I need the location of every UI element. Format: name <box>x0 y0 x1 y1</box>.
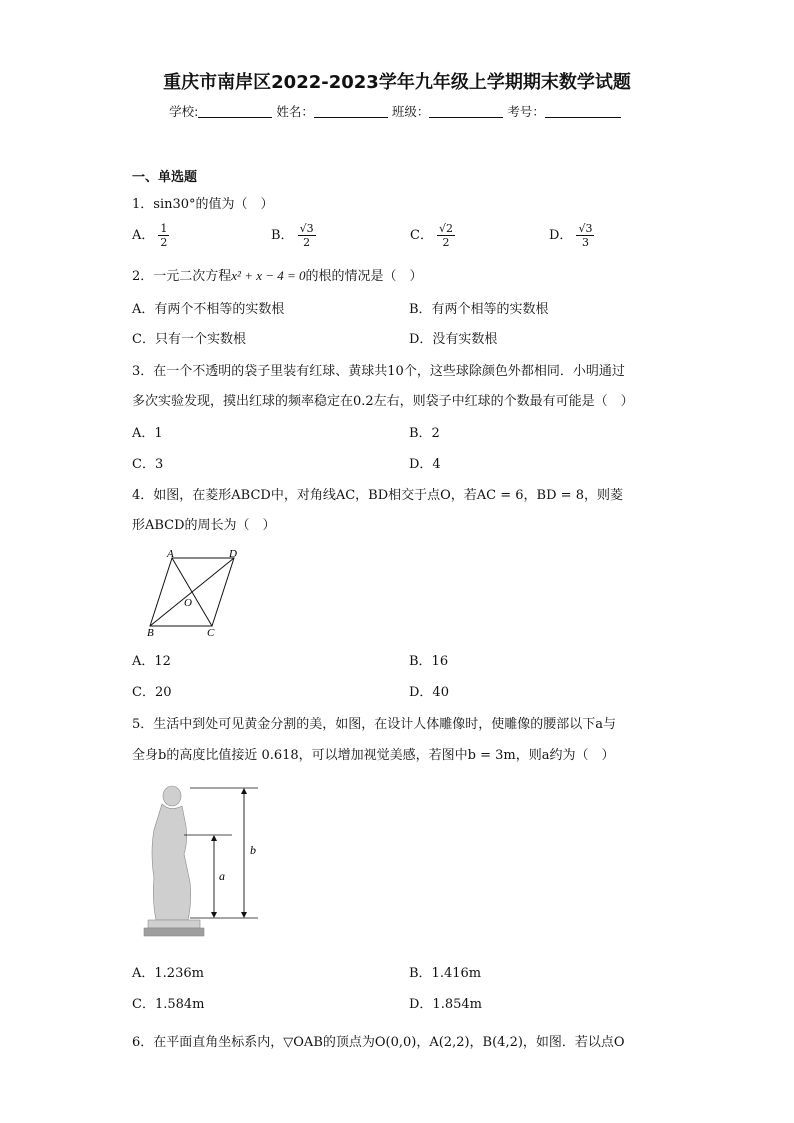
q4-stem-line1: 4．如图，在菱形ABCD中，对角线AC，BD相交于点O，若AC = 6，BD = 8，则菱 <box>132 488 623 503</box>
q3-stem-line1: 3．在一个不透明的袋子里装有红球、黄球共10个，这些球除颜色外都相同．小明通过 <box>132 364 625 379</box>
diagonal-bd <box>150 558 234 626</box>
q1-fraction <box>576 222 594 249</box>
q1-fraction <box>437 222 455 249</box>
q4-stem-line2: 形ABCD的周长为（ ） <box>132 518 276 533</box>
q4-option-b: B．16 <box>409 654 449 669</box>
class-label: 班级： <box>391 104 430 119</box>
q3-stem-line2: 多次实验发现，摸出红球的频率稳定在0.2左右，则袋子中红球的个数最有可能是（ ） <box>132 394 634 409</box>
q2-option-d: D．没有实数根 <box>409 332 498 347</box>
q1-stem: 1．sin30°的值为（ ） <box>132 197 274 212</box>
q2-stem-text: 2．一元二次方程 <box>132 269 232 284</box>
a-arrow-bottom <box>211 912 217 918</box>
q2-stem <box>132 265 423 284</box>
q1-fraction <box>158 222 169 249</box>
statue-image <box>144 786 204 936</box>
q1-option-c <box>410 222 455 249</box>
label-a: A <box>167 548 174 560</box>
a-arrow-top <box>211 835 217 841</box>
q3-option-b: B．2 <box>409 426 440 441</box>
q4-option-d: D．40 <box>409 685 449 700</box>
q1-denominator: 3 <box>581 236 589 249</box>
q5-option-d: D．1.854m <box>409 997 482 1012</box>
sqrt-icon: √ <box>299 222 307 235</box>
section-title: 一、单选题 <box>132 170 198 185</box>
q2-stem-text-end: 的根的情况是（ ） <box>305 269 423 284</box>
q1-numerator: 3 <box>306 222 314 235</box>
exam-no-label: 考号： <box>507 104 545 119</box>
exam-no-blank <box>545 105 621 118</box>
q1-fraction <box>298 222 316 249</box>
label-b-dim: b <box>250 843 256 857</box>
q5-option-c: C．1.584m <box>132 997 205 1012</box>
q1-option-label: B． <box>271 228 294 243</box>
b-arrow-bottom <box>241 912 247 918</box>
name-blank <box>314 105 388 118</box>
q5-option-b: B．1.416m <box>409 966 482 981</box>
q5-stem-line2: 全身b的高度比值接近 0.618，可以增加视觉美感，若图中b = 3m，则a约为（ ） <box>132 748 615 763</box>
q2-equation: x² + x − 4 = 0 <box>231 268 306 283</box>
q1-option-label: A． <box>132 228 155 243</box>
q1-option-a <box>132 222 169 249</box>
exam-title: 重庆市南岸区2022-2023学年九年级上学期期末数学试题 <box>163 72 631 93</box>
q5-option-a: A．1.236m <box>132 966 204 981</box>
q4-option-a: A．12 <box>132 654 171 669</box>
q2-option-c: C．只有一个实数根 <box>132 332 246 347</box>
label-b: B <box>147 627 154 638</box>
sqrt-icon: √ <box>578 222 586 235</box>
school-blank <box>198 105 272 118</box>
q3-option-c: C．3 <box>132 457 164 472</box>
label-a-dim: a <box>219 869 225 883</box>
q6-stem-line1: 6．在平面直角坐标系内，▽OAB的顶点为O(0,0)，A(2,2)，B(4,2)，如图．若以点O <box>132 1035 625 1050</box>
school-label: 学校: <box>169 104 199 119</box>
q3-option-d: D．4 <box>409 457 441 472</box>
q1-numerator: 2 <box>445 222 453 235</box>
q1-denominator: 2 <box>303 236 311 249</box>
class-blank <box>429 105 503 118</box>
q1-option-b <box>271 222 316 249</box>
student-info-line <box>0 102 794 120</box>
sqrt-icon: √ <box>438 222 446 235</box>
q1-numerator: 1 <box>160 222 168 235</box>
q1-numerator: 3 <box>585 222 593 235</box>
label-o: O <box>184 597 192 609</box>
q3-option-a: A．1 <box>132 426 163 441</box>
q1-option-label: D． <box>549 228 573 243</box>
statue-figure <box>140 782 270 938</box>
label-d: D <box>229 548 237 560</box>
q4-option-c: C．20 <box>132 685 172 700</box>
b-arrow-top <box>241 788 247 794</box>
q1-option-label: C． <box>410 228 433 243</box>
rhombus-figure <box>140 546 260 638</box>
q2-option-a: A．有两个不相等的实数根 <box>132 302 285 317</box>
q1-denominator: 2 <box>160 236 168 249</box>
q1-denominator: 2 <box>442 236 450 249</box>
q1-option-d <box>549 222 594 249</box>
q5-stem-line1: 5．生活中到处可见黄金分割的美，如图，在设计人体雕像时，使雕像的腰部以下a与 <box>132 717 617 732</box>
name-label: 姓名： <box>276 104 314 119</box>
label-c: C <box>207 627 215 638</box>
q2-option-b: B．有两个相等的实数根 <box>409 302 549 317</box>
